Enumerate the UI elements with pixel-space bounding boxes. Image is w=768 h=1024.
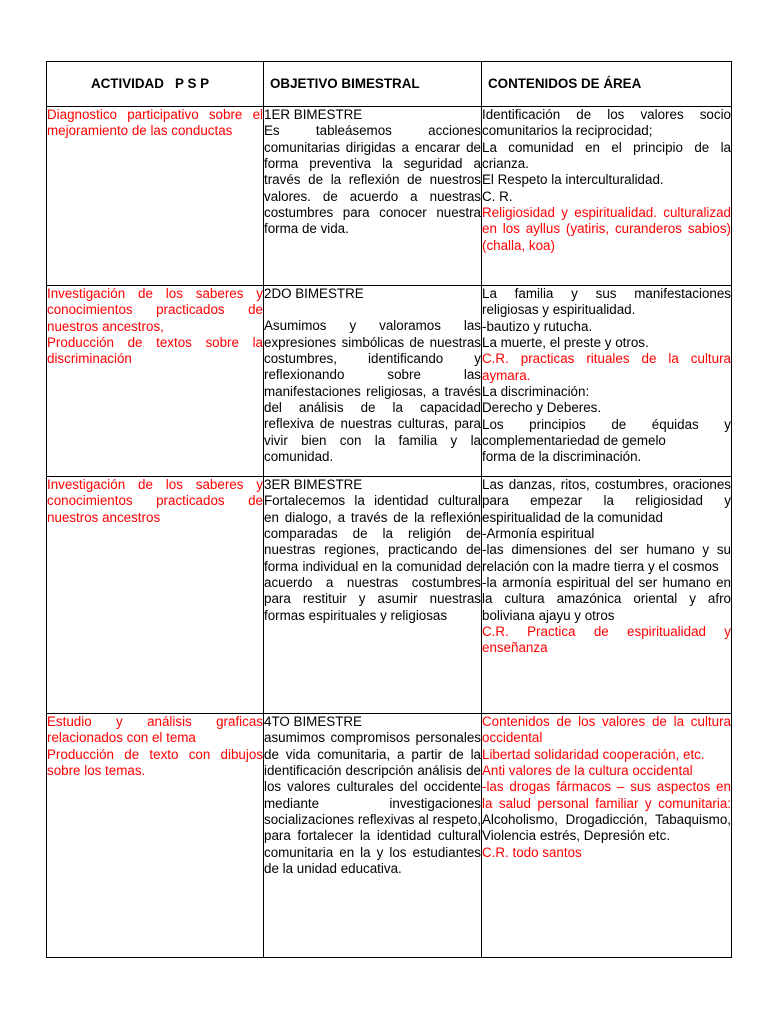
objective-text: Es tableásemos acciones comunitarias dirigidas a encarar de forma preventiva la seguridad a través de la reflexión de nuestros valores. de acuerdo a nuestras costumbres para conocer nuestra forma de vida. bbox=[264, 123, 481, 237]
table-header-row bbox=[47, 62, 732, 107]
activity-text: Investigación de los saberes y conocimientos practicados de nuestros ancestros, bbox=[47, 286, 263, 334]
contents-text: Alcoholismo, Drogadicción, Tabaquismo, Violencia estrés, Depresión etc. bbox=[482, 812, 731, 844]
bimester-label: 4TO BIMESTRE bbox=[264, 714, 362, 729]
contents-text: La comunidad en el principio de la crianza. bbox=[482, 139, 731, 172]
contents-text: C. R. bbox=[482, 188, 513, 204]
header-objective: OBJETIVO BIMESTRAL bbox=[264, 62, 482, 107]
contents-text: Las danzas, ritos, costumbres, oraciones para empezar la religiosidad y espiritualidad de la comunidad bbox=[482, 477, 731, 525]
objective-cell bbox=[264, 107, 482, 286]
curriculum-table bbox=[46, 61, 732, 958]
contents-text: -la armonía espiritual del ser humano en la cultura amazónica oriental y afro boliviana ajayu y otros bbox=[482, 575, 731, 623]
contents-highlight: Anti valores de la cultura occidental bbox=[482, 763, 693, 779]
contents-text: La discriminación: bbox=[482, 384, 590, 400]
table-row bbox=[47, 286, 732, 477]
contents-text: Identificación de los valores socio comunitarios la reciprocidad; bbox=[482, 107, 731, 139]
contents-text: -las dimensiones del ser humano y su relación con la madre tierra y el cosmos bbox=[482, 542, 731, 574]
activity-text: Producción de texto con dibujos sobre los temas. bbox=[47, 746, 263, 779]
contents-text: -bautizo y rutucha. bbox=[482, 318, 593, 334]
activity-text: Investigación de los saberes y conocimientos practicados de nuestros ancestros bbox=[47, 477, 263, 525]
contents-cell bbox=[482, 107, 732, 286]
activity-cell bbox=[47, 714, 264, 958]
contents-text: El Respeto la interculturalidad. bbox=[482, 172, 664, 188]
header-contents: CONTENIDOS DE ÁREA bbox=[482, 62, 732, 107]
contents-text: La familia y sus manifestaciones religiosas y espiritualidad. bbox=[482, 286, 731, 318]
objective-text: Asumimos y valoramos las expresiones simbólicas de nuestras costumbres, identificando y reflexionando sobre las manifestaciones religiosas, a través del análisis de la capacidad reflexiva de nuestras culturas, para vivir bien con la familia y la comunidad. bbox=[264, 318, 481, 465]
objective-cell bbox=[264, 477, 482, 714]
contents-cell bbox=[482, 477, 732, 714]
contents-highlight: Religiosidad y espiritualidad. culturalizad en los ayllus (yatiris, curanderos sabios) (challa, koa) bbox=[482, 205, 731, 253]
activity-text: Producción de textos sobre la discriminación bbox=[47, 335, 263, 367]
bimester-label: 3ER BIMESTRE bbox=[264, 477, 363, 492]
contents-highlight: C.R. todo santos bbox=[482, 844, 582, 860]
contents-text: Derecho y Deberes. bbox=[482, 400, 602, 416]
objective-cell bbox=[264, 286, 482, 477]
contents-text: -Armonía espiritual bbox=[482, 526, 595, 542]
table-row bbox=[47, 107, 732, 286]
activity-cell bbox=[47, 477, 264, 714]
table-row bbox=[47, 714, 732, 958]
contents-text: La muerte, el preste y otros. bbox=[482, 335, 649, 351]
table-row bbox=[47, 477, 732, 714]
contents-highlight: Contenidos de los valores de la cultura occidental bbox=[482, 714, 731, 746]
contents-text: Los principios de équidas y complementariedad de gemelo bbox=[482, 416, 731, 449]
header-activity: ACTIVIDAD P S P bbox=[47, 62, 264, 107]
activity-cell bbox=[47, 107, 264, 286]
contents-cell bbox=[482, 714, 732, 958]
activity-cell bbox=[47, 286, 264, 477]
activity-text: Estudio y análisis graficas relacionados con el tema bbox=[47, 714, 263, 746]
activity-text: Diagnostico participativo sobre el mejoramiento de las conductas bbox=[47, 107, 263, 139]
contents-mixed bbox=[482, 779, 731, 844]
objective-text: asumimos compromisos personales de vida comunitaria, a partir de la identificación descripción análisis de los valores culturales del occidente mediante investigaciones socializaciones reflexivas al respeto, para fortalecer la identidad cultural comunitaria en la y los estudiantes de la unidad educativa. bbox=[264, 730, 481, 877]
bimester-label: 2DO BIMESTRE bbox=[264, 286, 364, 301]
contents-highlight: C.R. practicas rituales de la cultura aymara. bbox=[482, 351, 731, 383]
contents-text: forma de la discriminación. bbox=[482, 449, 642, 465]
contents-highlight: Libertad solidaridad cooperación, etc. bbox=[482, 746, 705, 762]
contents-cell bbox=[482, 286, 732, 477]
contents-highlight: C.R. Practica de espiritualidad y enseñanza bbox=[482, 624, 731, 656]
contents-highlight: -las drogas fármacos – sus aspectos en la salud personal familiar y comunitaria: bbox=[482, 779, 731, 811]
bimester-label: 1ER BIMESTRE bbox=[264, 107, 363, 122]
objective-text: Fortalecemos la identidad cultural en dialogo, a través de la reflexión comparadas de la religión de nuestras regiones, practicando de forma individual en la comunidad de acuerdo a nuestras costumbres para restituir y asumir nuestras formas espirituales y religiosas bbox=[264, 493, 481, 623]
objective-cell bbox=[264, 714, 482, 958]
